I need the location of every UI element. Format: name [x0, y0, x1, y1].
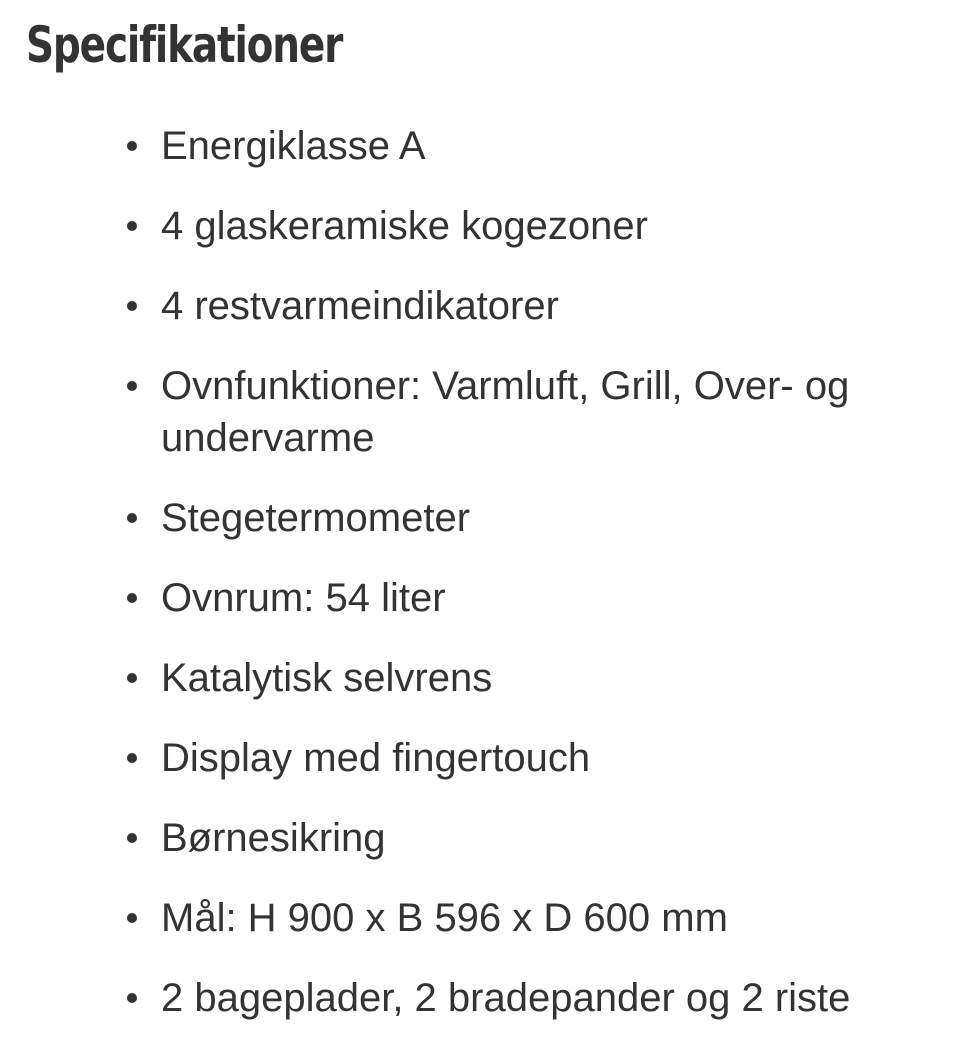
list-item-text: Display med fingertouch [161, 736, 591, 780]
bullet-icon [127, 381, 137, 391]
list-item-text: Energiklasse A [161, 124, 426, 168]
specifications-list [161, 120, 951, 1052]
bullet-icon [127, 513, 137, 523]
list-item-text: Ovnrum: 54 liter [161, 576, 446, 620]
list-item-text: 2 bageplader, 2 bradepander og 2 riste [161, 976, 851, 1020]
list-item-text: Ovnfunktioner: Varmluft, Grill, Over- og undervarme [161, 364, 850, 460]
list-item [161, 200, 951, 252]
bullet-icon [127, 753, 137, 763]
list-item [161, 812, 951, 864]
bullet-icon [127, 141, 137, 151]
bullet-icon [127, 673, 137, 683]
list-item-text: 4 glaskeramiske kogezoner [161, 204, 648, 248]
list-item-text: 4 restvarmeindikatorer [161, 284, 559, 328]
bullet-icon [127, 993, 137, 1003]
list-item [161, 572, 951, 624]
list-item [161, 360, 951, 464]
list-item [161, 120, 951, 172]
list-item-text: Børnesikring [161, 816, 386, 860]
list-item [161, 892, 951, 944]
bullet-icon [127, 301, 137, 311]
bullet-icon [127, 221, 137, 231]
list-item [161, 732, 951, 784]
bullet-icon [127, 913, 137, 923]
list-item-text: Mål: H 900 x B 596 x D 600 mm [161, 896, 728, 940]
bullet-icon [127, 593, 137, 603]
list-item-text: Katalytisk selvrens [161, 656, 493, 700]
list-item [161, 280, 951, 332]
list-item-text: Stegetermometer [161, 496, 471, 540]
list-item [161, 492, 951, 544]
list-item [161, 972, 951, 1024]
specifications-heading: Specifikationer [26, 16, 343, 74]
list-item [161, 652, 951, 704]
bullet-icon [127, 833, 137, 843]
